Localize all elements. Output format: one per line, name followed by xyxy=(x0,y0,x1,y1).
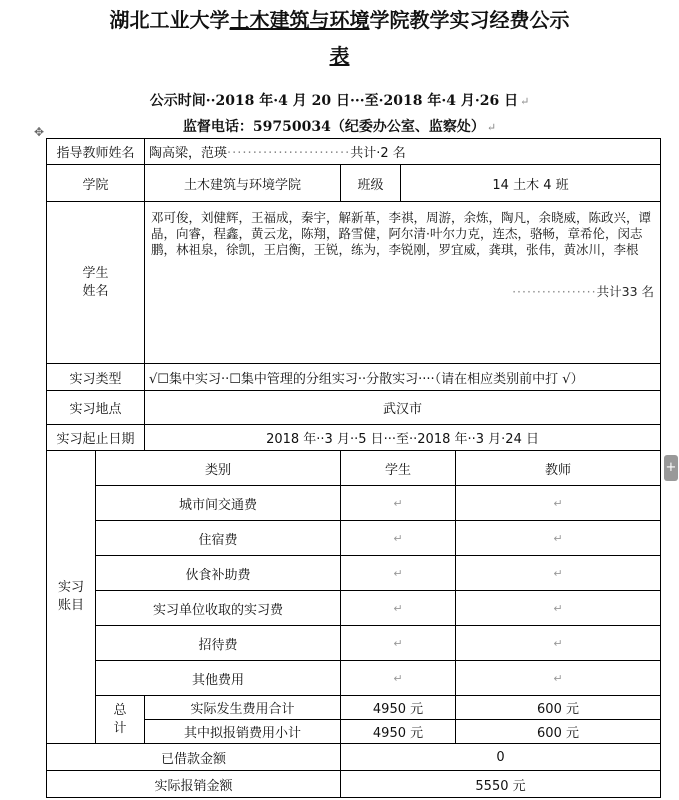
account-label-line2: 账目 xyxy=(57,598,84,613)
expense-student-cell[interactable] xyxy=(341,486,456,521)
students-dots: ················· xyxy=(512,284,597,299)
cell-mark-icon: ↵ xyxy=(553,671,563,685)
expense-name: 伙食补助费 xyxy=(96,556,341,591)
students-count: 共计33 名 xyxy=(596,284,655,299)
teacher-label: 指导教师姓名 xyxy=(47,139,145,165)
cell-mark-icon: ↵ xyxy=(553,566,563,580)
expense-row xyxy=(47,626,661,661)
cell-mark-icon: ↵ xyxy=(393,531,403,545)
col-teacher: 教师 xyxy=(456,451,661,486)
type-value[interactable]: √☐集中实习··☐集中管理的分组实习··分散实习····（请在相应类别前中打 √） xyxy=(145,364,661,391)
borrowed-label: 已借款金额 xyxy=(47,744,341,771)
cell-mark-icon: ↵ xyxy=(393,496,403,510)
expense-teacher-cell[interactable] xyxy=(456,626,661,661)
expense-name: 住宿费 xyxy=(96,521,341,556)
teacher-count: 共计·2 名 xyxy=(350,146,406,161)
cell-mark-icon: ↵ xyxy=(393,671,403,685)
borrowed-value[interactable]: 0 xyxy=(341,744,661,771)
expense-teacher-cell[interactable] xyxy=(456,521,661,556)
borrowed-row xyxy=(47,744,661,771)
expense-student-cell[interactable] xyxy=(341,521,456,556)
dates-label: 实习起止日期 xyxy=(47,425,145,451)
supervise-text: 监督电话：59750034（纪委办公室、监察处） xyxy=(182,119,485,135)
expense-row xyxy=(47,556,661,591)
location-row xyxy=(47,391,661,425)
expense-row xyxy=(47,521,661,556)
cell-mark-icon: ↵ xyxy=(393,601,403,615)
actual-label: 实际报销金额 xyxy=(47,771,341,798)
actual-value[interactable]: 5550 元 xyxy=(341,771,661,798)
expense-teacher-cell[interactable] xyxy=(456,591,661,626)
total-student-value[interactable]: 4950 元 xyxy=(341,696,456,720)
announce-line xyxy=(0,90,679,110)
expense-row xyxy=(47,591,661,626)
title-line2-text: 表 xyxy=(329,44,350,68)
teacher-dots: ························ xyxy=(227,146,351,161)
expense-name: 其他费用 xyxy=(96,661,341,696)
location-value[interactable]: 武汉市 xyxy=(145,391,661,425)
students-cell[interactable] xyxy=(145,202,661,364)
total-label-line1: 总 xyxy=(113,702,127,718)
students-count-line xyxy=(151,284,654,300)
teacher-cell[interactable] xyxy=(145,139,661,165)
cell-mark-icon: ↵ xyxy=(553,531,563,545)
expense-name: 城市间交通费 xyxy=(96,486,341,521)
type-row xyxy=(47,364,661,391)
supervise-line xyxy=(0,116,679,136)
actual-row xyxy=(47,771,661,798)
total-name: 实际发生费用合计 xyxy=(145,696,341,720)
total-label-line2: 计 xyxy=(113,720,127,736)
cell-mark-icon: ↵ xyxy=(553,601,563,615)
students-label-line1: 学生 xyxy=(82,265,109,281)
students-names: 邓可俊，刘健辉，王福成，秦宇，解新革，李祺，周游，余炼，陶凡，余晓威，陈政兴，谭晶，向睿，程鑫，黄云龙，陈翔，路雪健，阿尔清·叶尔力克，连杰，骆畅，章希伦，闵志鹏，林祖泉，徐凯，王启衡，王锐，练为，李锐刚，罗宜威，龚琪，张伟，黄冰川，李根 xyxy=(151,210,652,257)
title-part2: 学院教学实习经费公示 xyxy=(369,8,570,32)
col-category: 类别 xyxy=(96,451,341,486)
expense-student-cell[interactable] xyxy=(341,661,456,696)
account-label xyxy=(47,451,96,744)
total-teacher-value[interactable]: 600 元 xyxy=(456,696,661,720)
expense-row xyxy=(47,661,661,696)
document-title-line2 xyxy=(0,40,679,69)
expense-teacher-cell[interactable] xyxy=(456,486,661,521)
expense-student-cell[interactable] xyxy=(341,556,456,591)
type-label: 实习类型 xyxy=(47,364,145,391)
account-header-row xyxy=(47,451,661,486)
dates-row xyxy=(47,425,661,451)
teacher-row xyxy=(47,139,661,165)
expense-teacher-cell[interactable] xyxy=(456,556,661,591)
expense-student-cell[interactable] xyxy=(341,591,456,626)
announce-text: 公示时间··2018 年·4 月 20 日···至·2018 年·4 月·26 日 xyxy=(149,93,519,109)
account-label-line1: 实习 xyxy=(57,580,84,595)
expense-teacher-cell[interactable] xyxy=(456,661,661,696)
expense-row xyxy=(47,486,661,521)
total-name: 其中拟报销费用小计 xyxy=(145,720,341,744)
college-value[interactable]: 土木建筑与环境学院 xyxy=(145,165,341,202)
location-label: 实习地点 xyxy=(47,391,145,425)
cell-mark-icon: ↵ xyxy=(553,496,563,510)
cell-mark-icon: ↵ xyxy=(553,636,563,650)
title-part1: 湖北工业大学 xyxy=(109,8,230,32)
total-label xyxy=(96,696,145,744)
total-teacher-value[interactable]: 600 元 xyxy=(456,720,661,744)
expense-name: 招待费 xyxy=(96,626,341,661)
total-student-value[interactable]: 4950 元 xyxy=(341,720,456,744)
students-label xyxy=(47,202,145,364)
cell-mark-icon: ↵ xyxy=(393,566,403,580)
class-label: 班级 xyxy=(341,165,401,202)
document-title xyxy=(0,4,679,33)
teacher-names: 陶高梁，范瑛 xyxy=(149,146,228,161)
college-label: 学院 xyxy=(47,165,145,202)
students-label-line2: 姓名 xyxy=(82,283,109,299)
expense-student-cell[interactable] xyxy=(341,626,456,661)
dates-value[interactable]: 2018 年··3 月··5 日···至··2018 年··3 月·24 日 xyxy=(145,425,661,451)
title-college: 土木建筑与环境 xyxy=(229,8,370,32)
class-value[interactable]: 14 土木 4 班 xyxy=(401,165,661,202)
college-row xyxy=(47,165,661,202)
cell-mark-icon: ↵ xyxy=(393,636,403,650)
table-move-handle-icon[interactable]: ✥ xyxy=(34,125,45,139)
expense-table xyxy=(46,138,661,798)
paragraph-mark-icon: ↵ xyxy=(486,121,497,134)
expense-name: 实习单位收取的实习费 xyxy=(96,591,341,626)
total-row xyxy=(47,696,661,720)
students-row xyxy=(47,202,661,364)
col-student: 学生 xyxy=(341,451,456,486)
add-column-handle-icon[interactable]: + xyxy=(664,455,678,481)
paragraph-mark-icon: ↵ xyxy=(520,95,530,108)
